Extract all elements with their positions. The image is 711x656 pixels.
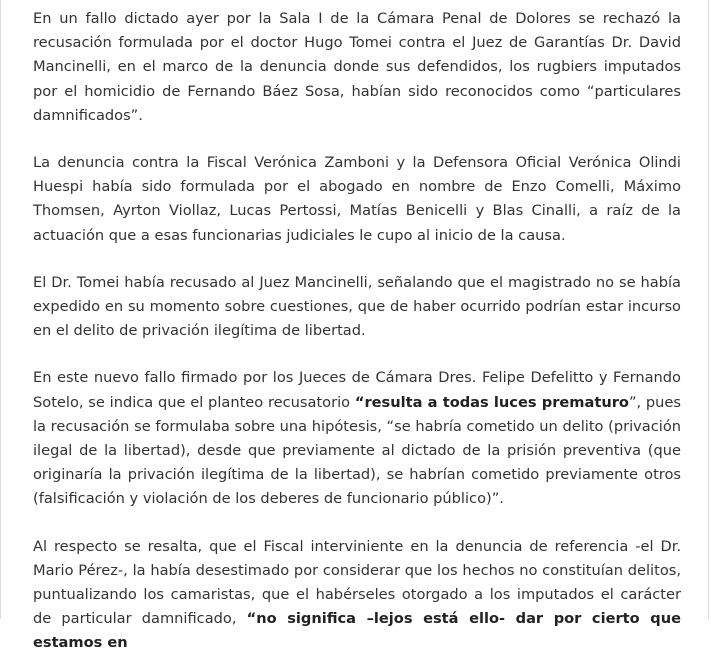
paragraph-4-text-start: En este nuevo fallo firmado por los Jueces de Cámara Dres. Felipe Defelitto y Fernando Sotelo, se indica que el planteo recusatorio bbox=[33, 369, 681, 411]
paragraph-5 bbox=[33, 535, 681, 656]
paragraph-4-text-end: ”, pues la recusación se formulaba sobre una hipótesis, “se habría cometido un delito (privación ilegal de la libertad), desde que previamente al dictado de la prisión preventiva (que originaría la privación ilegítima de la libertad), se habrían cometido previamente otros (falsificación y violación de los deberes de funcionario público)”. bbox=[33, 393, 682, 508]
paragraph-4-quote-bold: “resulta a todas luces prematuro bbox=[354, 393, 629, 411]
paragraph-5-text-start: Al respecto se resalta, que el Fiscal interviniente en la denuncia de referencia -el Dr. Mario Pérez-, la había desestimado por considerar que los hechos no constituían delitos, puntualizando los camaristas, que el habérseles otorgado a los imputados el carácter de particular damnificado, bbox=[33, 537, 681, 628]
article-body bbox=[33, 7, 681, 656]
paragraph-2: La denuncia contra la Fiscal Verónica Zamboni y la Defensora Oficial Verónica Olindi Huespi había sido formulada por el abogado en nombre de Enzo Comelli, Máximo Thomsen, Ayrton Viollaz, Lucas Pertossi, Matías Benicelli y Blas Cinalli, a raíz de la actuación que a esas funcionarias judiciales le cupo al inicio de la causa. bbox=[33, 154, 681, 244]
paragraph-1: En un fallo dictado ayer por la Sala I de la Cámara Penal de Dolores se rechazó la recusación formulada por el doctor Hugo Tomei contra el Juez de Garantías Dr. David Mancinelli, en el marco de la denuncia donde sus defendidos, los rugbiers imputados por el homicidio de Fernando Báez Sosa, habían sido reconocidos como “particulares damnificados”. bbox=[33, 10, 681, 124]
paragraph-4 bbox=[33, 366, 681, 511]
paragraph-3: El Dr. Tomei había recusado al Juez Mancinelli, señalando que el magistrado no se había expedido en su momento sobre cuestiones, que de haber ocurrido podrían estar incurso en el delito de privación ilegítima de libertad. bbox=[33, 273, 681, 340]
paragraph-5-quote-bold: “no significa –lejos está ello- dar por cierto que estamos en bbox=[33, 610, 681, 652]
